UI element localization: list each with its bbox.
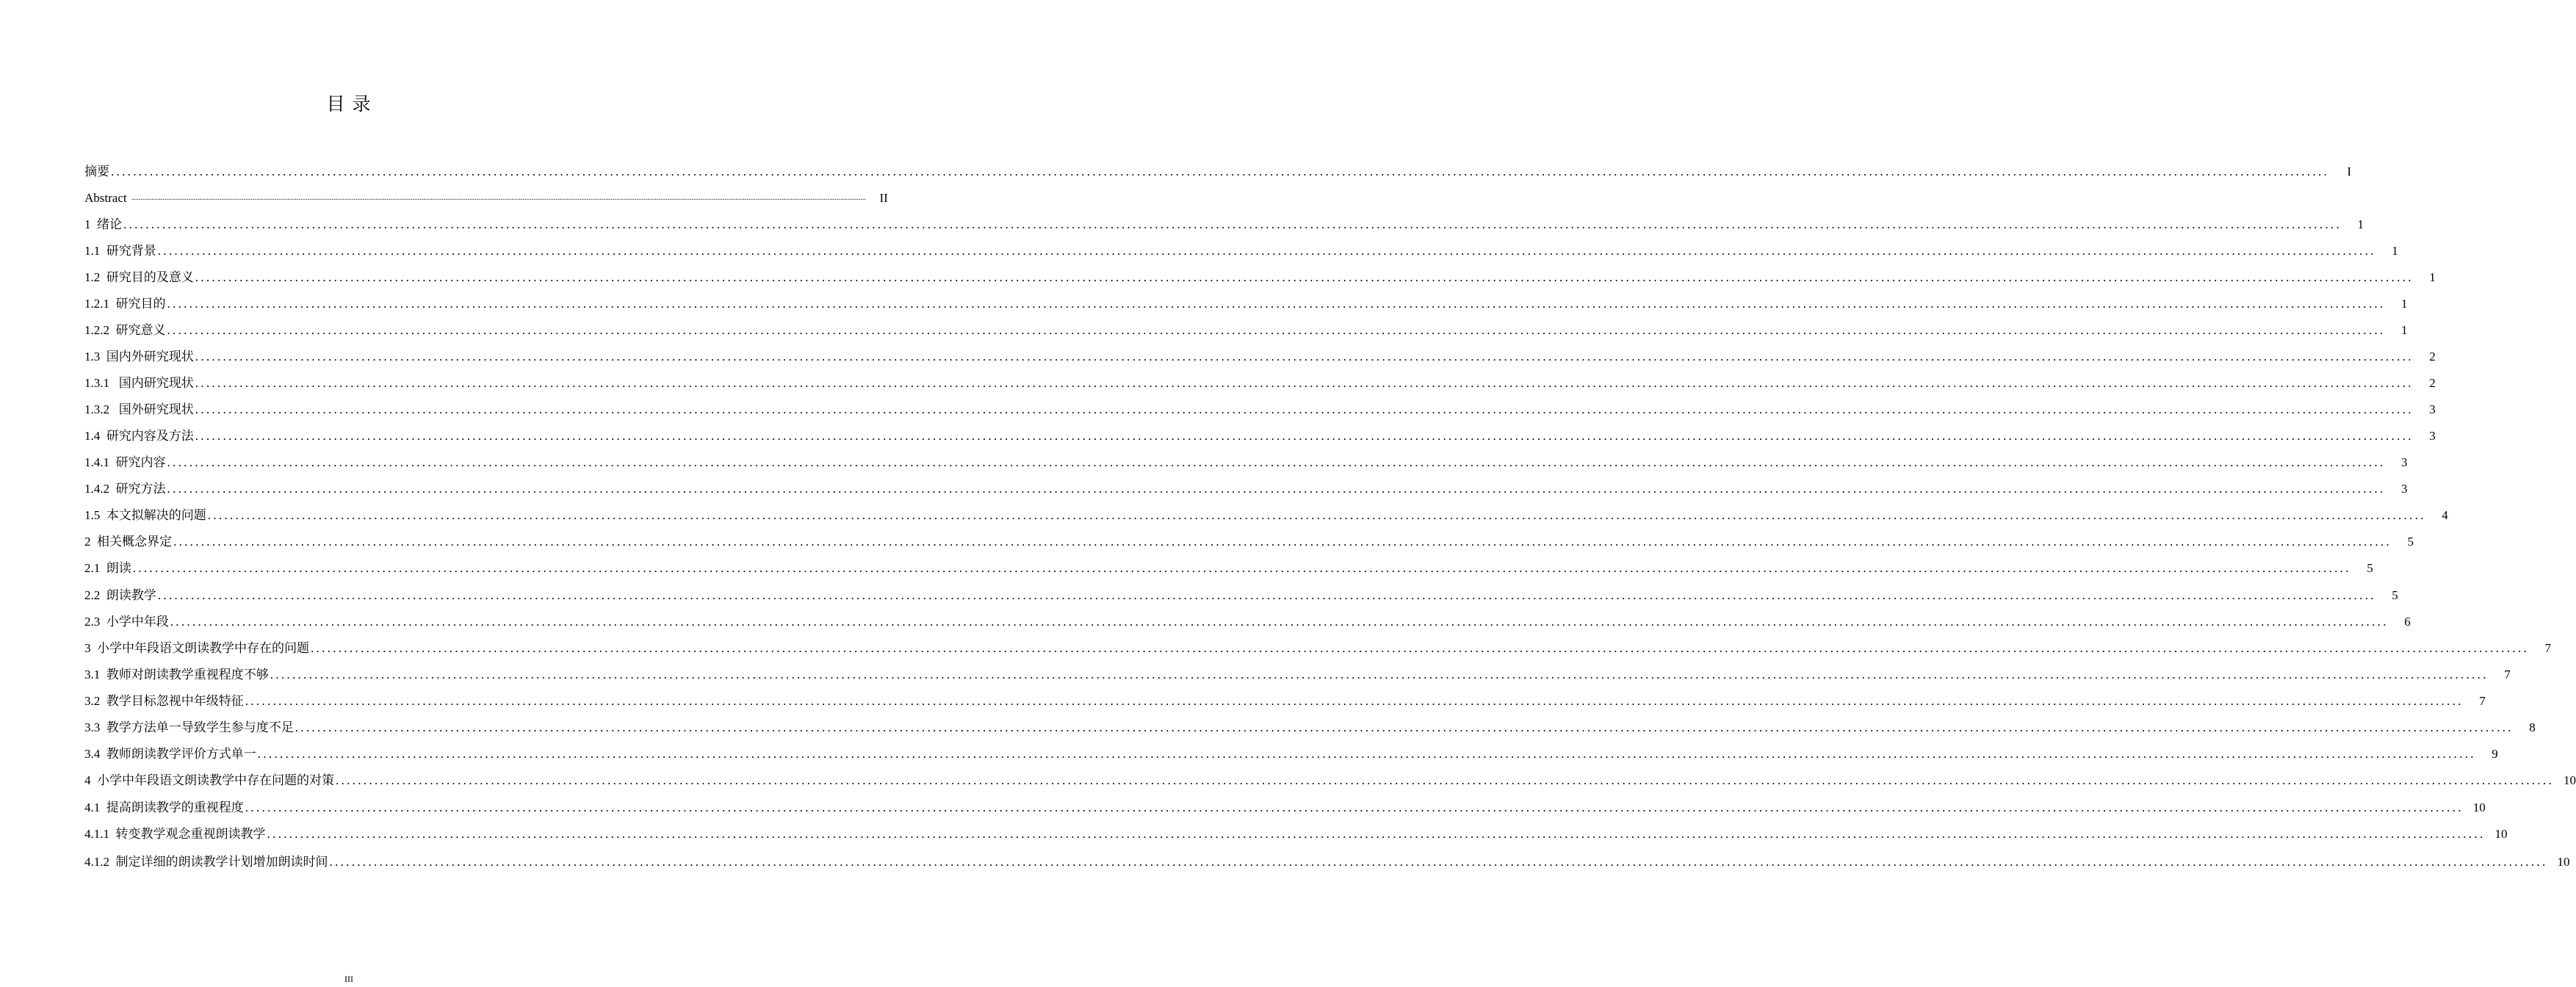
toc-entry-label: 2.3 小学中年段 <box>84 615 169 629</box>
toc-entry-label: 2.1 朗读 <box>84 561 131 575</box>
toc-entry-label: 4 小学中年段语文朗读教学中存在问题的对策 <box>84 773 334 787</box>
toc-entry[interactable] <box>84 843 2570 870</box>
toc-leader-dots: ................................................................................................................................................................................................................................................................................................................................................................................................................ <box>167 455 2386 469</box>
toc-entry[interactable] <box>84 523 2414 549</box>
toc-entry-label: 3.2 教学目标忽视中年级特征 <box>84 694 244 708</box>
toc-entry-label: 2.2 朗读教学 <box>84 588 156 602</box>
toc-leader-dots: ................................................................................................................................................................................................................................................................................................................................................................................................................ <box>336 773 2554 787</box>
toc-entry-label: 4.1 提高朗读教学的重视程度 <box>84 800 244 814</box>
toc-entry-page: I <box>2347 164 2351 178</box>
toc-entry[interactable] <box>84 153 2351 179</box>
toc-entry[interactable] <box>84 549 2373 576</box>
toc-entry-page: 5 <box>2392 588 2398 602</box>
toc-leader-dots: ................................................................................................................................................................................................................................................................................................................................................................................................................ <box>195 376 2414 390</box>
toc-entry-page: 3 <box>2429 429 2436 443</box>
toc-entry[interactable] <box>84 417 2436 444</box>
toc-leader-dots: ................................................................................................................................................................................................................................................................................................................................................................................................................ <box>257 747 2476 761</box>
toc-entry[interactable] <box>84 709 2536 735</box>
toc-entry-label: 1.3.1 国内研究现状 <box>84 376 194 390</box>
toc-entry[interactable] <box>84 206 2364 232</box>
toc-entry[interactable] <box>84 762 2576 788</box>
toc-entry[interactable] <box>84 179 888 206</box>
toc-leader-dots: ................................................................................................................................................................................................................................................................................................................................................................................................................ <box>123 217 2342 231</box>
toc-entry-label: 2 相关概念界定 <box>84 535 172 549</box>
toc-entry[interactable] <box>84 391 2436 417</box>
toc-leader-dots: ................................................................................................................................................................................................................................................................................................................................................................................................................ <box>295 720 2514 734</box>
toc-entry-label: 3.3 教学方法单一导致学生参与度不足 <box>84 720 294 734</box>
toc-entry-label: 1.4 研究内容及方法 <box>84 429 194 443</box>
toc-entry-page: 3 <box>2429 402 2436 416</box>
toc-entry-label: 3.4 教师朗读教学评价方式单一 <box>84 747 256 761</box>
toc-entry[interactable] <box>84 496 2448 523</box>
toc-leader-dots: ................................................................................................................................................................................................................................................................................................................................................................................................................ <box>270 668 2489 682</box>
toc-entry[interactable] <box>84 789 2486 815</box>
toc-entry-label: 1.1 研究背景 <box>84 244 156 258</box>
toc-entry[interactable] <box>84 576 2398 603</box>
toc-entry-page: 4 <box>2442 508 2448 522</box>
toc-entry-page: 1 <box>2392 244 2398 258</box>
toc-entry[interactable] <box>84 735 2498 762</box>
toc-leader-dots: ................................................................................................................................................................................................................................................................................................................................................................................................................ <box>311 641 2529 655</box>
toc-entry[interactable] <box>84 815 2508 842</box>
toc-entry-page: 1 <box>2429 270 2436 284</box>
toc-entry-page: 5 <box>2367 561 2373 575</box>
toc-entry-page: 1 <box>2401 297 2408 311</box>
toc-entry-page: 10 <box>2472 800 2486 814</box>
toc-leader-dots: ................................................................................................................................................................................................................................................................................................................................................................................................................ <box>195 270 2414 284</box>
toc-entry[interactable] <box>84 338 2436 364</box>
toc-entry-label: 3 小学中年段语文朗读教学中存在的问题 <box>84 641 309 655</box>
toc-leader-dots: ................................................................................................................................................................................................................................................................................................................................................................................................................ <box>207 508 2426 522</box>
toc-entry-page: 5 <box>2407 535 2414 549</box>
toc-entry-label: 摘要 <box>84 164 109 178</box>
toc-leader-dots: ................................................................................................................................................................................................................................................................................................................................................................................................................ <box>157 244 2376 258</box>
toc-entry[interactable] <box>84 444 2408 470</box>
toc-entry[interactable] <box>84 470 2408 496</box>
toc-leader-dots: ................................................................................................................................................................................................................................................................................................................................................................................................................ <box>167 297 2386 311</box>
toc-entry-page: 2 <box>2429 376 2436 390</box>
toc-entry-page: 7 <box>2544 641 2551 655</box>
toc-entry[interactable] <box>84 364 2436 391</box>
toc-leader-dots: ................................................................................................................................................................................................................................................................................................................................................................................................................ <box>245 694 2464 708</box>
toc-entry-label: 1 绪论 <box>84 217 122 231</box>
toc-leader-dots: ................................................................................................................................................................................................................................................................................................................................................................................................................ <box>111 164 2329 178</box>
toc-leader-dots: ................................................................................................................................................................................................................................................................................................................................................................................................................ <box>173 535 2392 549</box>
toc-entry-page: 10 <box>2494 827 2508 841</box>
toc-leader-dots: ................................................................................................................................................................................................................................................................................................................................................................................................................ <box>132 561 2351 575</box>
toc-leader-dots: ................................................................................................................................................................................................................................................................................................................................................................................................................ <box>195 429 2414 443</box>
toc-entry-label: 1.2 研究目的及意义 <box>84 270 194 284</box>
toc-entry[interactable] <box>84 232 2398 258</box>
toc-entry-label: 1.2.2 研究意义 <box>84 323 166 337</box>
toc-entry-label: 3.1 教师对朗读教学重视程度不够 <box>84 668 269 682</box>
toc-leader-dots: ................................................................................................................................................................................................................................................................................................................................................................................................................ <box>131 194 866 202</box>
toc-leader-dots: ................................................................................................................................................................................................................................................................................................................................................................................................................ <box>329 855 2548 869</box>
toc-entry-label: 1.4.1 研究内容 <box>84 455 166 469</box>
toc-leader-dots: ................................................................................................................................................................................................................................................................................................................................................................................................................ <box>195 402 2414 416</box>
toc-entry-page: 1 <box>2357 217 2364 231</box>
toc-entry-label: Abstract <box>84 191 130 205</box>
toc-entry-label: 1.2.1 研究目的 <box>84 297 166 311</box>
toc-entry-page: II <box>879 191 888 205</box>
toc-entry-page: 2 <box>2429 350 2436 364</box>
toc-entry-page: 6 <box>2404 615 2411 629</box>
toc-leader-dots: ................................................................................................................................................................................................................................................................................................................................................................................................................ <box>195 350 2414 364</box>
toc-entry-label: 4.1.1 转变教学观念重视朗读教学 <box>84 827 266 841</box>
toc-leader-dots: ................................................................................................................................................................................................................................................................................................................................................................................................................ <box>167 482 2386 496</box>
page-number: III <box>344 974 353 984</box>
toc-entry-page: 10 <box>2557 855 2570 869</box>
toc-entry[interactable] <box>84 603 2411 629</box>
toc-entry-label: 4.1.2 制定详细的朗读教学计划增加朗读时间 <box>84 855 328 869</box>
toc-leader-dots: ................................................................................................................................................................................................................................................................................................................................................................................................................ <box>170 615 2389 629</box>
toc-entry[interactable] <box>84 682 2486 709</box>
toc-leader-dots: ................................................................................................................................................................................................................................................................................................................................................................................................................ <box>245 800 2464 814</box>
toc-entry-page: 1 <box>2401 323 2408 337</box>
toc-entry-label: 1.4.2 研究方法 <box>84 482 166 496</box>
toc-entry[interactable] <box>84 311 2408 338</box>
toc-entry[interactable] <box>84 285 2408 311</box>
toc-entry-label: 1.3 国内外研究现状 <box>84 350 194 364</box>
toc-leader-dots: ................................................................................................................................................................................................................................................................................................................................................................................................................ <box>267 827 2486 841</box>
toc-entry-page: 3 <box>2401 482 2408 496</box>
toc-entry[interactable] <box>84 629 2551 656</box>
toc-entry-label: 1.3.2 国外研究现状 <box>84 402 194 416</box>
toc-title: 目 录 <box>326 93 372 115</box>
toc-entry-page: 7 <box>2479 694 2486 708</box>
toc-entry-page: 9 <box>2492 747 2498 761</box>
toc-leader-dots: ................................................................................................................................................................................................................................................................................................................................................................................................................ <box>157 588 2376 602</box>
toc-entry-page: 8 <box>2529 720 2536 734</box>
toc-entry[interactable] <box>84 656 2511 682</box>
toc-entry-page: 3 <box>2401 455 2408 469</box>
toc-entry-label: 1.5 本文拟解决的问题 <box>84 508 206 522</box>
toc-entry-page: 10 <box>2564 773 2576 787</box>
toc-entry[interactable] <box>84 258 2436 285</box>
toc-leader-dots: ................................................................................................................................................................................................................................................................................................................................................................................................................ <box>167 323 2386 337</box>
toc-entry-page: 7 <box>2504 668 2511 682</box>
